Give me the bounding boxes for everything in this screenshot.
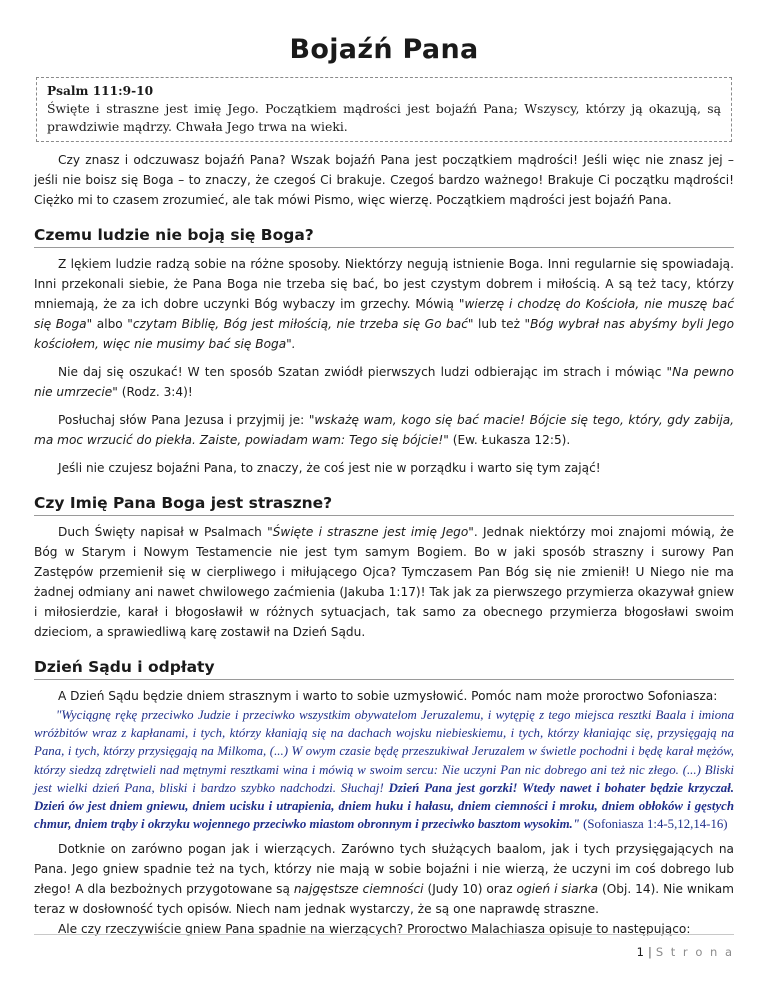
page-footer [34,934,734,959]
zephaniah-quote [34,706,734,833]
section1-paragraph4: Jeśli nie czujesz bojaźni Pana, to znaczy, że coś jest nie w porządku i warto się tym zająć! [58,461,601,475]
text-span: (Judy 10) oraz [423,882,517,897]
text-span: Dotknie on zarówno pogan jak i wierzących. Zarówno tych służących baalom, jak i tych przysięgających na Pana. Jego gniew spadnie też na tych, którzy nie mają w sobie bojaźni i nie wierzą, że uczyni im coś dobrego lub złego! A dla bezbożnych przygotowane są [34,842,734,897]
section3-paragraph2 [34,839,734,919]
text-span: Z lękiem ludzie radzą sobie na różne sposoby. Niektórzy negują istnienie Boga. Inni regularnie się spowiadają. Inni przekonali siebie, że Pana Boga nie trzeba się bać, bo jest czystym dobrem i miłością. A są też tacy, którzy mniemają, że za ich dobre uczynki Bóg wybaczy im grzechy. Mówią [34,257,734,311]
section3-paragraph1: A Dzień Sądu będzie dniem strasznym i warto to sobie uzmysłowić. Pomóc nam może proroctwo Sofoniasza: [58,689,718,703]
text-span: Nie daj się oszukać! W ten sposób Szatan zwiódł pierwszych ludzi odbierając im strach i mówiąc [58,365,667,379]
intro-paragraph: Czy znasz i odczuwasz bojaźń Pana? Wszak bojaźń Pana jest początkiem mądrości! Jeśli więc nie znasz jej – jeśli nie boisz się Boga – to znaczy, że czegoś Ci brakuje. Czegoś bardzo ważnego! Brakuje Ci początku mądrości! Ciężko mi to czasem zrozumieć, ale tak mówi Pismo, więc wierzę. Początkiem mądrości jest bojaźń Pana. [34,153,734,207]
section1-paragraph1 [34,254,734,354]
page-title: Bojaźń Pana [289,34,479,65]
text-span: albo [92,317,128,331]
text-span: Duch Święty napisał w Psalmach [58,525,268,539]
page-number: 1 [636,945,644,959]
section1-paragraph3 [34,410,734,450]
quote-span: "Na pewno nie umrzecie" [34,365,734,399]
quote-citation: (Sofoniasza 1:4-5,12,14-16) [579,817,728,832]
quote-span: "Święte i straszne jest imię Jego" [267,525,474,539]
footer-separator: | [647,945,652,959]
section1-paragraph2 [34,362,734,402]
section-heading-is-name-fearsome: Czy Imię Pana Boga jest straszne? [34,494,734,516]
quote-span: "Bóg wybrał nas abyśmy byli Jego kościołem, więc nie musimy bać się Boga". [34,317,735,351]
text-span: (Rodz. 3:4)! [117,385,193,399]
quote-span: "wskażę wam, kogo się bać macie! Bójcie się tego, który, gdy zabija, ma moc wrzucić do piekła. Zaiste, powiadam wam: Tego się bójcie!" [34,413,734,447]
section-heading-why-not-fear: Czemu ludzie nie boją się Boga? [34,226,734,248]
text-span: . Jednak niektórzy moi znajomi mówią, że Bóg w Starym i Nowym Testamencie nie jest tym samym Bogiem. Bo w jaki sposób straszny i surowy Pan Zastępów przemienił się w cierpliwego i miłującego Ojca? Tymczasem Pan Bóg się nie zmienił! U Niego nie ma żadnej odmiany ani nawet chwilowego zaćmienia (Jakuba 1:17)! Tak jak za pierwszego przymierza okazywał gniew i miłosierdzie, karał i błogosławił w różnych sytuacjach, tak samo za obecnego przymierza błogosławi swoim dzieciom, a sprawiedliwą karę zostawił na Dzień Sądu. [34,525,735,639]
text-span: lub też [473,317,525,331]
quote-text: "Wyciągnę rękę przeciwko Judzie i przeciwko wszystkim obywatelom Jeruzalemu, i wytępię z tego miejsca resztki Baala i imiona wróżbitów wraz z kapłanami, i tych, którzy kłaniają się na dachach wojsku niebieskiemu, i tych, którzy kłaniając się, przysięgają na Pana, i tych, którzy przysięgają na Milkoma, (...) W owym czasie będę przeszukiwał Jeruzalem w świetle pochodni i będę karał mężów, którzy siedzą zdrętwieli nad mętnymi resztkami wina i mówią w swoim sercu: Nie uczyni Pan nic dobrego ani też nic złego. (...) Bliski jest wielki dzień Pana, bliski i bardzo szybko nadchodzi. Słuchaj! [34,708,734,795]
quote-span: "wierzę i chodzę do Kościoła, nie muszę bać się Boga" [34,297,734,331]
text-span: (Obj. 14). Nie wnikam teraz w dosłowność tych opisów. Niech nam jednak wystarczy, że są one naprawdę straszne. [34,882,735,917]
section2-paragraph1 [34,522,734,642]
quote-span: najgęstsze ciemności [293,882,424,897]
psalm-quote-box [36,77,732,142]
psalm-reference: Psalm 111:9-10 [47,84,154,98]
section3-paragraph3: Ale czy rzeczywiście gniew Pana spadnie na wierzących? Proroctwo Malachiasza opisuje to następująco: [58,922,691,937]
quote-span: "czytam Biblię, Bóg jest miłością, nie trzeba się Go bać" [127,317,474,331]
footer-label: S t r o n a [655,945,734,959]
text-span: (Ew. Łukasza 12:5). [448,433,571,447]
section-heading-judgment-day: Dzień Sądu i odpłaty [34,658,734,680]
text-span: Posłuchaj słów Pana Jezusa i przyjmij je: [58,413,309,427]
psalm-text: Święte i straszne jest imię Jego. Początkiem mądrości jest bojaźń Pana; Wszyscy, którzy ją okazują, są prawdziwie mądrzy. Chwała Jego trwa na wieki. [47,101,721,134]
quote-span: ogień i siarka [516,882,599,897]
quote-bold-text: Dzień Pana jest gorzki! Wtedy nawet i bohater będzie krzyczał. Dzień ów jest dniem gniewu, dniem ucisku i utrapienia, dniem huku i hałasu, dniem ciemności i mroku, dniem obłoków i gęstych chmur, dniem trąby i okrzyku wojennego przeciwko miastom obronnym i przeciwko basztom wysokim." [34,780,734,832]
